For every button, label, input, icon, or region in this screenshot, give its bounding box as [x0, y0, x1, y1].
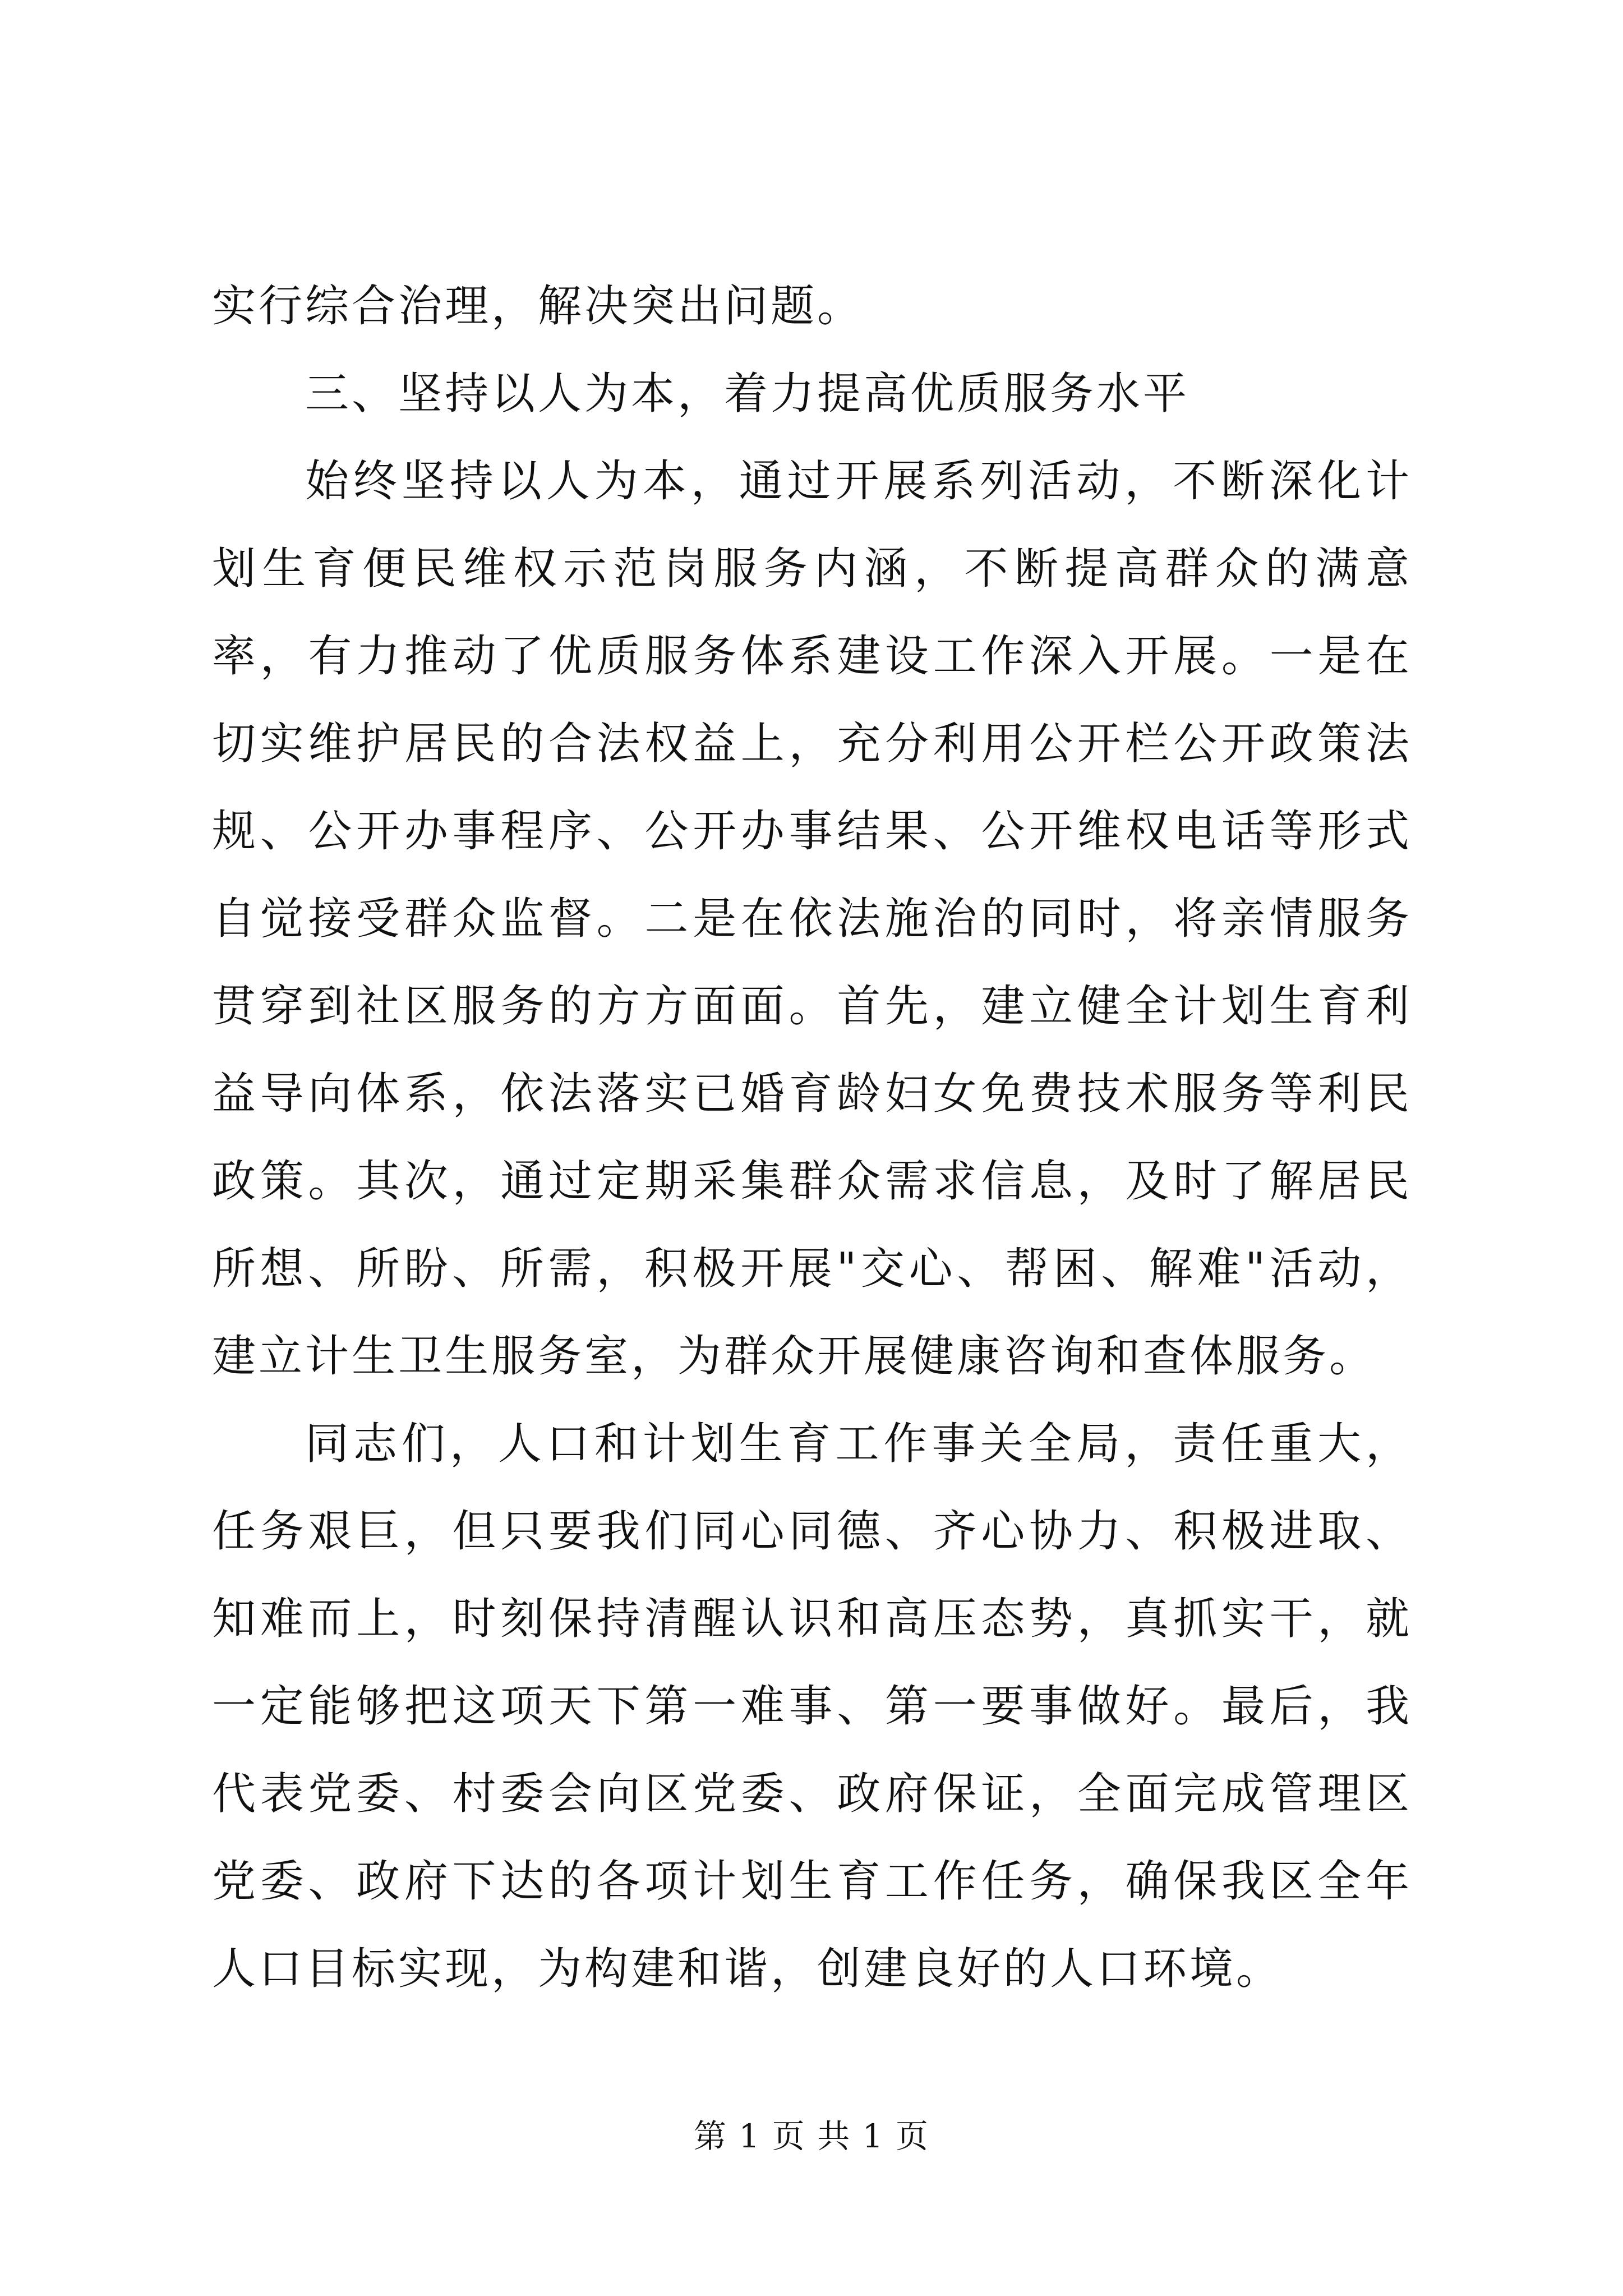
section-heading: 三、坚持以人为本，着力提高优质服务水平 — [305, 369, 1190, 419]
paragraph-service: 始终坚持以人为本，通过开展系列活动，不断深化计划生育便民维权示范岗服务内涵，不断提高群众的满意率，有力推动了优质服务体系建设工作深入开展。一是在切实维护居民的合法权益上，充分利用公开栏公开政策法规、公开办事程序、公开办事结果、公开维权电话等形式自觉接受群众监督。二是在依法施治的同时，将亲情服务贯穿到社区服务的方方面面。首先，建立健全计划生育利益导向体系，依法落实已婚育龄妇女免费技术服务等利民政策。其次，通过定期采集群众需求信息，及时了解居民所想、所盼、所需，积极开展"交心、帮困、解难"活动，建立计生卫生服务室，为群众开展健康咨询和查体服务。 — [212, 456, 1412, 1382]
paragraph-closing: 同志们，人口和计划生育工作事关全局，责任重大，任务艰巨，但只要我们同心同德、齐心协力、积极进取、知难而上，时刻保持清醒认识和高压态势，真抓实干，就一定能够把这项天下第一难事、第一要事做好。最后，我代表党委、村委会向区党委、政府保证，全面完成管理区党委、政府下达的各项计划生育工作任务，确保我区全年人口目标实现，为构建和谐，创建良好的人口环境。 — [212, 1419, 1412, 1994]
paragraph-continuation: 实行综合治理，解决突出问题。 — [212, 281, 864, 332]
page-footer: 第 1 页 共 1 页 — [694, 2117, 929, 2155]
document-body — [212, 263, 1412, 2013]
